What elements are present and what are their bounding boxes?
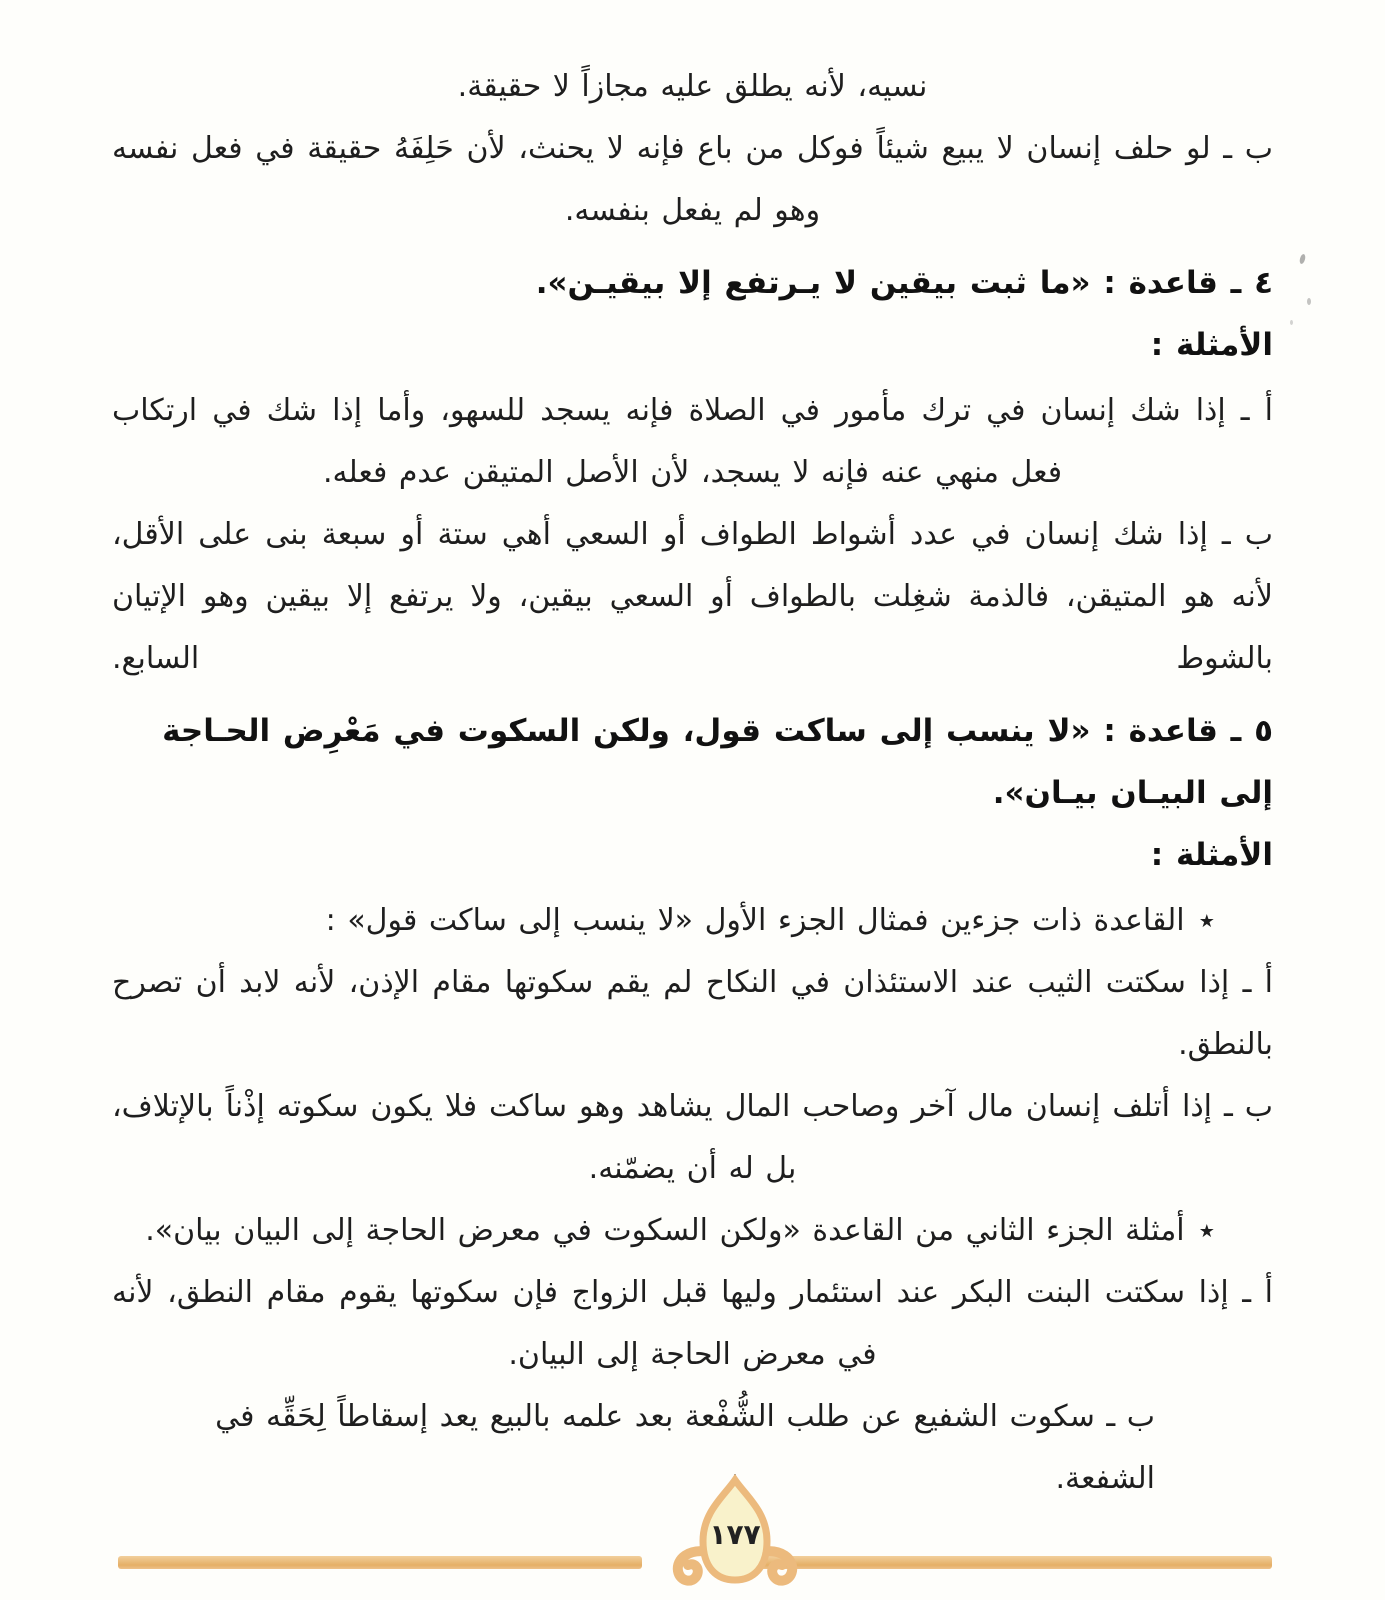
rule5-part1-intro xyxy=(112,890,1273,952)
example-b-rule4: ب ـ إذا شك إنسان في عدد أشواط الطواف أو السعي أهي ستة أو سبعة بنى على الأقل، لأنه هو المتيقن، فالذمة شغِلت بالطواف أو السعي بيقين، ولا يرتفع إلا بيقين وهو الإتيان بالشوط السابع. xyxy=(112,517,1273,676)
ink-speck xyxy=(1290,320,1293,325)
example-a-rule5-part1: أ ـ إذا سكتت الثيب عند الاستئذان في النكاح لم يقم سكوتها مقام الإذن، لأنه لابد أن تصرح بالنطق. xyxy=(112,965,1273,1062)
ink-speck xyxy=(1307,298,1311,305)
example-b-rule5-part2: ب ـ سكوت الشفيع عن طلب الشُّفْعة بعد علمه بالبيع يعد إسقاطاً لِحَقِّه في الشفعة. xyxy=(215,1399,1155,1496)
page-number: ١٧٧ xyxy=(709,1518,761,1551)
example-b-rule5-part1: ب ـ إذا أتلف إنسان مال آخر وصاحب المال يشاهد وهو ساكت فلا يكون سكوته إذْناً بالإتلاف، بل له أن يضمّنه. xyxy=(112,1089,1273,1186)
paragraph-continuation: نسيه، لأنه يطلق عليه مجازاً لا حقيقة. xyxy=(457,69,928,104)
examples-label-rule5: الأمثلة : xyxy=(1150,837,1273,873)
rule-4-heading: ٤ ـ قاعدة : «ما ثبت بيقين لا يـرتفع إلا بيقيـن». xyxy=(535,265,1273,301)
example-a-rule5-part2: أ ـ إذا سكتت البنت البكر عند استئمار وليها قبل الزواج فإن سكوتها يقوم مقام النطق، لأنه في معرض الحاجة إلى البيان. xyxy=(112,1275,1273,1372)
asterisk-icon: ٭ xyxy=(1198,903,1215,938)
footer-rule-left xyxy=(118,1556,642,1569)
ink-speck xyxy=(1299,254,1306,265)
examples-label-rule4: الأمثلة : xyxy=(1150,327,1273,363)
rule5-part2-intro-text: أمثلة الجزء الثاني من القاعدة «ولكن السكوت في معرض الحاجة إلى البيان بيان». xyxy=(145,1213,1185,1248)
page-number-ornament xyxy=(663,1474,807,1594)
asterisk-icon: ٭ xyxy=(1198,1213,1215,1248)
rule-5-heading: ٥ ـ قاعدة : «لا ينسب إلى ساكت قول، ولكن السكوت في مَعْرِض الحـاجة إلى البيـان بيـان». xyxy=(162,713,1273,811)
footer-rule-right xyxy=(758,1556,1272,1569)
example-b-oath-paragraph: ب ـ لو حلف إنسان لا يبيع شيئاً فوكل من باع فإنه لا يحنث، لأن حَلِفَهُ حقيقة في فعل نفسه وهو لم يفعل بنفسه. xyxy=(112,131,1273,228)
footer-ornament xyxy=(663,1474,807,1594)
example-a-rule4: أ ـ إذا شك إنسان في ترك مأمور في الصلاة فإنه يسجد للسهو، وأما إذا شك في ارتكاب فعل منهي عنه فإنه لا يسجد، لأن الأصل المتيقن عدم فعله. xyxy=(112,393,1273,490)
rule5-part2-intro xyxy=(112,1200,1273,1262)
rule5-part1-intro-text: القاعدة ذات جزءين فمثال الجزء الأول «لا ينسب إلى ساكت قول» : xyxy=(325,903,1185,938)
page-body xyxy=(112,56,1273,1510)
